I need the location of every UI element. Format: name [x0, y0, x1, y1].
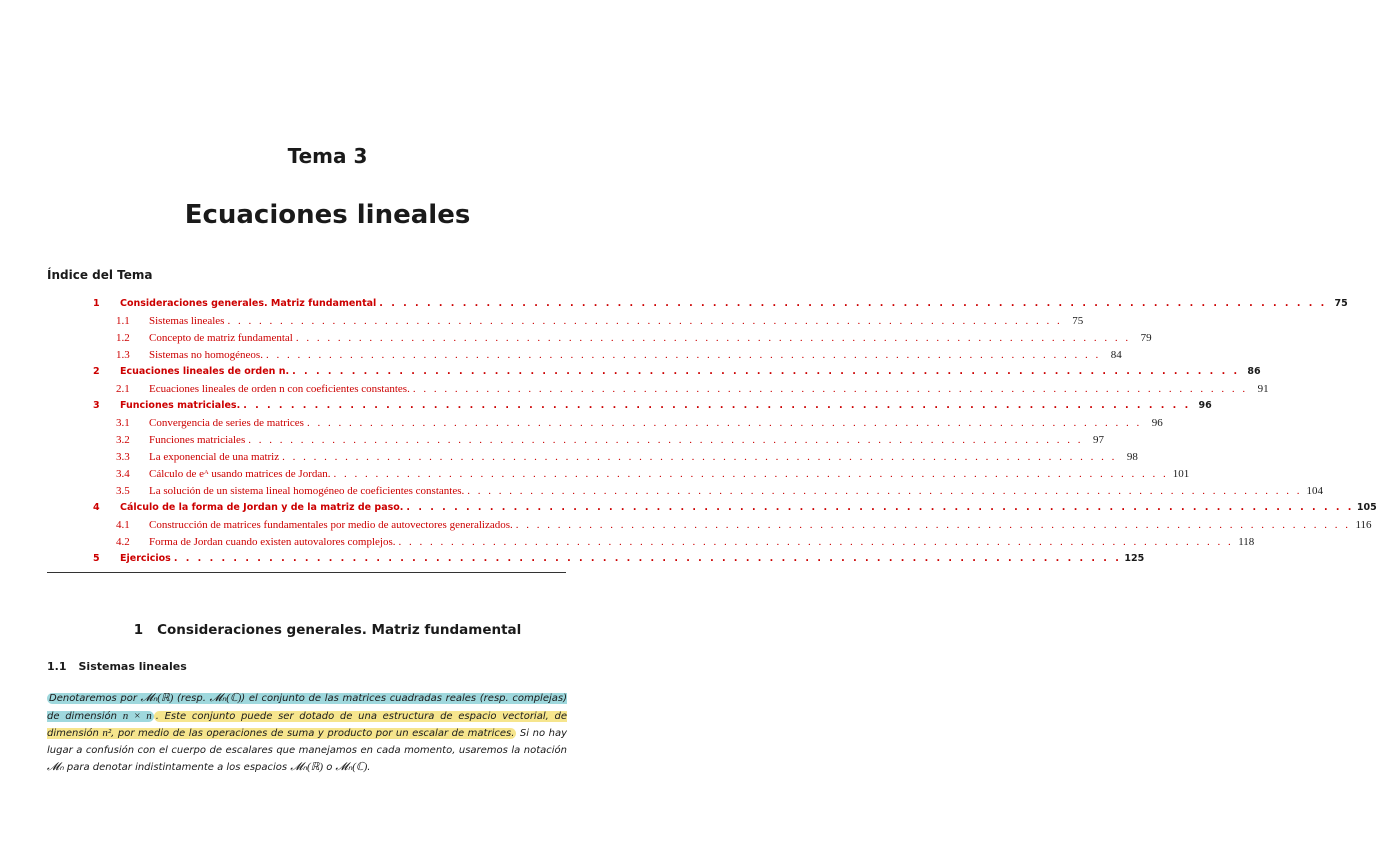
section-heading — [0, 622, 655, 638]
text-run: . Este conjunto puede ser dotado de una estructura de espacio vectorial, de dimensión — [47, 710, 567, 739]
text-run: , por medio de las operaciones de suma y producto por un escalar de matrices. — [111, 728, 515, 739]
toc-subsection-link[interactable] — [93, 434, 1104, 451]
toc-leader-dots: . . . . . . . . . . . . . . . . . . . . . . . . . . . . . . . . . . . . . . . . . . . . . . . . . . . . . . . . . . . . . . . . . . . . . . . . . . . . . . . . — [227, 315, 1063, 327]
toc-leader-dots: . . . . . . . . . . . . . . . . . . . . . . . . . . . . . . . . . . . . . . . . . . . . . . . . . . . . . . . . . . . . . . . . . . . . . . . . . . . . . . . . — [515, 519, 1351, 531]
toc-leader-dots: . . . . . . . . . . . . . . . . . . . . . . . . . . . . . . . . . . . . . . . . . . . . . . . . . . . . . . . . . . . . . . . . . . . . . . . . . . . . . . . . — [379, 298, 1327, 309]
toc-subsection-link[interactable] — [93, 451, 1138, 468]
toc-entry-page: 105 — [1356, 502, 1377, 513]
toc-entry-page: 101 — [1172, 468, 1190, 480]
toc-leader-dots: . . . . . . . . . . . . . . . . . . . . . . . . . . . . . . . . . . . . . . . . . . . . . . . . . . . . . . . . . . . . . . . . . . . . . . . . . . . . . . . . — [398, 536, 1234, 548]
toc-entry-number: 2.1 — [116, 383, 130, 395]
toc-leader-dots: . . . . . . . . . . . . . . . . . . . . . . . . . . . . . . . . . . . . . . . . . . . . . . . . . . . . . . . . . . . . . . . . . . . . . . . . . . . . . . . . — [173, 553, 1122, 564]
toc-leader-dots: . . . . . . . . . . . . . . . . . . . . . . . . . . . . . . . . . . . . . . . . . . . . . . . . . . . . . . . . . . . . . . . . . . . . . . . . . . . . . . . . — [412, 383, 1248, 395]
toc-entry-number: 5 — [93, 553, 100, 564]
toc-entry-number: 4 — [93, 502, 100, 513]
toc-entry-label: Cálculo de la forma de Jordan y de la matriz de paso. — [120, 502, 404, 513]
text-run: (resp. complejas) de dimensión — [47, 693, 567, 722]
toc-subsection-link[interactable] — [93, 332, 1152, 349]
toc-subsection-link[interactable] — [93, 383, 1269, 400]
toc-leader-dots: . . . . . . . . . . . . . . . . . . . . . . . . . . . . . . . . . . . . . . . . . . . . . . . . . . . . . . . . . . . . . . . . . . . . . . . . . . . . . . . . — [265, 349, 1101, 361]
toc-entry-number: 3.1 — [116, 417, 130, 429]
toc-heading: Índice del Tema — [47, 268, 153, 282]
text-run: Denotaremos por — [49, 693, 141, 704]
math-symbol: 𝓜ₙ(ℝ) — [140, 692, 174, 704]
section-number: 1 — [133, 622, 144, 638]
toc-entry-page: 104 — [1306, 485, 1323, 497]
toc-subsection-link[interactable] — [93, 485, 1323, 502]
toc-leader-dots: . . . . . . . . . . . . . . . . . . . . . . . . . . . . . . . . . . . . . . . . . . . . . . . . . . . . . . . . . . . . . . . . . . . . . . . . . . . . . . . . — [333, 468, 1169, 480]
toc-leader-dots: . . . . . . . . . . . . . . . . . . . . . . . . . . . . . . . . . . . . . . . . . . . . . . . . . . . . . . . . . . . . . . . . . . . . . . . . . . . . . . . . — [292, 366, 1240, 377]
toc-entry-page: 86 — [1247, 366, 1261, 377]
section-title: Consideraciones generales. Matriz fundamental — [157, 622, 522, 638]
chapter-label: Tema 3 — [287, 144, 368, 168]
math-symbol: 𝓜ₙ(ℂ) — [209, 692, 242, 704]
toc-entry-number: 3 — [93, 400, 100, 411]
toc-subsection-link[interactable] — [93, 417, 1163, 434]
toc-entry-label: Ecuaciones lineales de orden n con coeficientes constantes. — [149, 383, 410, 395]
toc-subsection-link[interactable] — [93, 519, 1372, 536]
toc-leader-dots: . . . . . . . . . . . . . . . . . . . . . . . . . . . . . . . . . . . . . . . . . . . . . . . . . . . . . . . . . . . . . . . . . . . . . . . . . . . . . . . . — [248, 434, 1083, 446]
toc-leader-dots: . . . . . . . . . . . . . . . . . . . . . . . . . . . . . . . . . . . . . . . . . . . . . . . . . . . . . . . . . . . . . . . . . . . . . . . . . . . . . . . . — [467, 485, 1302, 497]
toc-entry-number: 3.2 — [116, 434, 130, 446]
toc-entry-number: 2 — [93, 366, 100, 377]
toc-divider — [47, 572, 566, 573]
toc-entry-page: 84 — [1110, 349, 1122, 361]
toc-subsection-link[interactable] — [93, 536, 1255, 553]
toc-entry-number: 3.3 — [116, 451, 130, 463]
subsection-number: 1.1 — [47, 660, 67, 673]
toc-entry-label: Funciones matriciales. — [120, 400, 241, 411]
toc-entry-page: 98 — [1126, 451, 1138, 463]
toc-entry-page: 96 — [1151, 417, 1163, 429]
text-run: (resp. — [173, 693, 210, 704]
toc-entry-label: Sistemas lineales — [149, 315, 225, 327]
toc-entry-page: 79 — [1140, 332, 1152, 344]
body-paragraph — [47, 690, 567, 777]
toc-entry-label: Construcción de matrices fundamentales por medio de autovectores generalizados. — [149, 519, 513, 531]
toc-section-link[interactable] — [93, 502, 1377, 519]
toc-section-link[interactable] — [93, 400, 1212, 417]
table-of-contents — [93, 298, 1377, 570]
subsection-heading — [47, 660, 187, 673]
toc-entry-number: 4.2 — [116, 536, 130, 548]
toc-entry-number: 1.1 — [116, 315, 130, 327]
toc-leader-dots: . . . . . . . . . . . . . . . . . . . . . . . . . . . . . . . . . . . . . . . . . . . . . . . . . . . . . . . . . . . . . . . . . . . . . . . . . . . . . . . . — [243, 400, 1191, 411]
toc-entry-label: La solución de un sistema lineal homogéneo de coeficientes constantes. — [149, 485, 465, 497]
toc-entry-number: 1.3 — [116, 349, 130, 361]
toc-entry-label: Convergencia de series de matrices — [149, 417, 304, 429]
text-run: Si no hay lugar a confusión con el cuerpo de escalares que manejamos en cada momento, usaremos la notación — [47, 728, 567, 756]
toc-entry-page: 118 — [1238, 536, 1255, 548]
toc-section-link[interactable] — [93, 553, 1145, 570]
toc-entry-label: Sistemas no homogéneos. — [149, 349, 263, 361]
toc-entry-page: 75 — [1334, 298, 1348, 309]
text-run: . — [367, 762, 371, 773]
toc-leader-dots: . . . . . . . . . . . . . . . . . . . . . . . . . . . . . . . . . . . . . . . . . . . . . . . . . . . . . . . . . . . . . . . . . . . . . . . . . . . . . . . . — [406, 502, 1354, 513]
toc-entry-number: 1.2 — [116, 332, 130, 344]
math-symbol: 𝓜ₙ(ℝ) — [290, 761, 324, 773]
toc-leader-dots: . . . . . . . . . . . . . . . . . . . . . . . . . . . . . . . . . . . . . . . . . . . . . . . . . . . . . . . . . . . . . . . . . . . . . . . . . . . . . . . . — [282, 451, 1117, 463]
toc-leader-dots: . . . . . . . . . . . . . . . . . . . . . . . . . . . . . . . . . . . . . . . . . . . . . . . . . . . . . . . . . . . . . . . . . . . . . . . . . . . . . . . . — [306, 417, 1142, 429]
toc-leader-dots: . . . . . . . . . . . . . . . . . . . . . . . . . . . . . . . . . . . . . . . . . . . . . . . . . . . . . . . . . . . . . . . . . . . . . . . . . . . . . . . . — [295, 332, 1131, 344]
toc-entry-page: 97 — [1092, 434, 1104, 446]
chapter-title: Ecuaciones lineales — [184, 200, 471, 230]
text-run: para denotar indistintamente a los espacios — [63, 762, 291, 773]
toc-entry-number: 1 — [93, 298, 100, 309]
toc-entry-label: Ejercicios — [120, 553, 171, 564]
toc-entry-label: Ecuaciones lineales de orden n. — [120, 366, 290, 377]
math-symbol: 𝓜ₙ(ℂ) — [335, 761, 368, 773]
text-run: o — [323, 762, 336, 773]
toc-subsection-link[interactable] — [93, 349, 1122, 366]
toc-entry-number: 3.5 — [116, 485, 130, 497]
math-symbol: n² — [102, 727, 112, 739]
toc-subsection-link[interactable] — [93, 315, 1084, 332]
toc-entry-label: Cálculo de eᴬ usando matrices de Jordan. — [149, 468, 331, 480]
toc-entry-page: 125 — [1124, 553, 1145, 564]
toc-subsection-link[interactable] — [93, 468, 1190, 485]
toc-entry-label: Consideraciones generales. Matriz fundamental — [120, 298, 377, 309]
toc-entry-number: 3.4 — [116, 468, 130, 480]
toc-entry-number: 4.1 — [116, 519, 130, 531]
toc-section-link[interactable] — [93, 366, 1261, 383]
toc-entry-label: La exponencial de una matriz — [149, 451, 280, 463]
toc-entry-page: 91 — [1257, 383, 1269, 395]
toc-section-link[interactable] — [93, 298, 1348, 315]
toc-entry-label: Funciones matriciales — [149, 434, 246, 446]
toc-entry-page: 96 — [1198, 400, 1212, 411]
math-symbol: n × n — [122, 709, 152, 722]
subsection-title: Sistemas lineales — [78, 660, 187, 673]
math-symbol: 𝓜ₙ — [47, 761, 64, 773]
text-run: ) el conjunto de las matrices cuadradas reales — [241, 693, 477, 704]
toc-entry-label: Forma de Jordan cuando existen autovalores complejos. — [149, 536, 396, 548]
toc-entry-page: 116 — [1355, 519, 1372, 531]
toc-entry-page: 75 — [1072, 315, 1084, 327]
toc-entry-label: Concepto de matriz fundamental — [149, 332, 293, 344]
